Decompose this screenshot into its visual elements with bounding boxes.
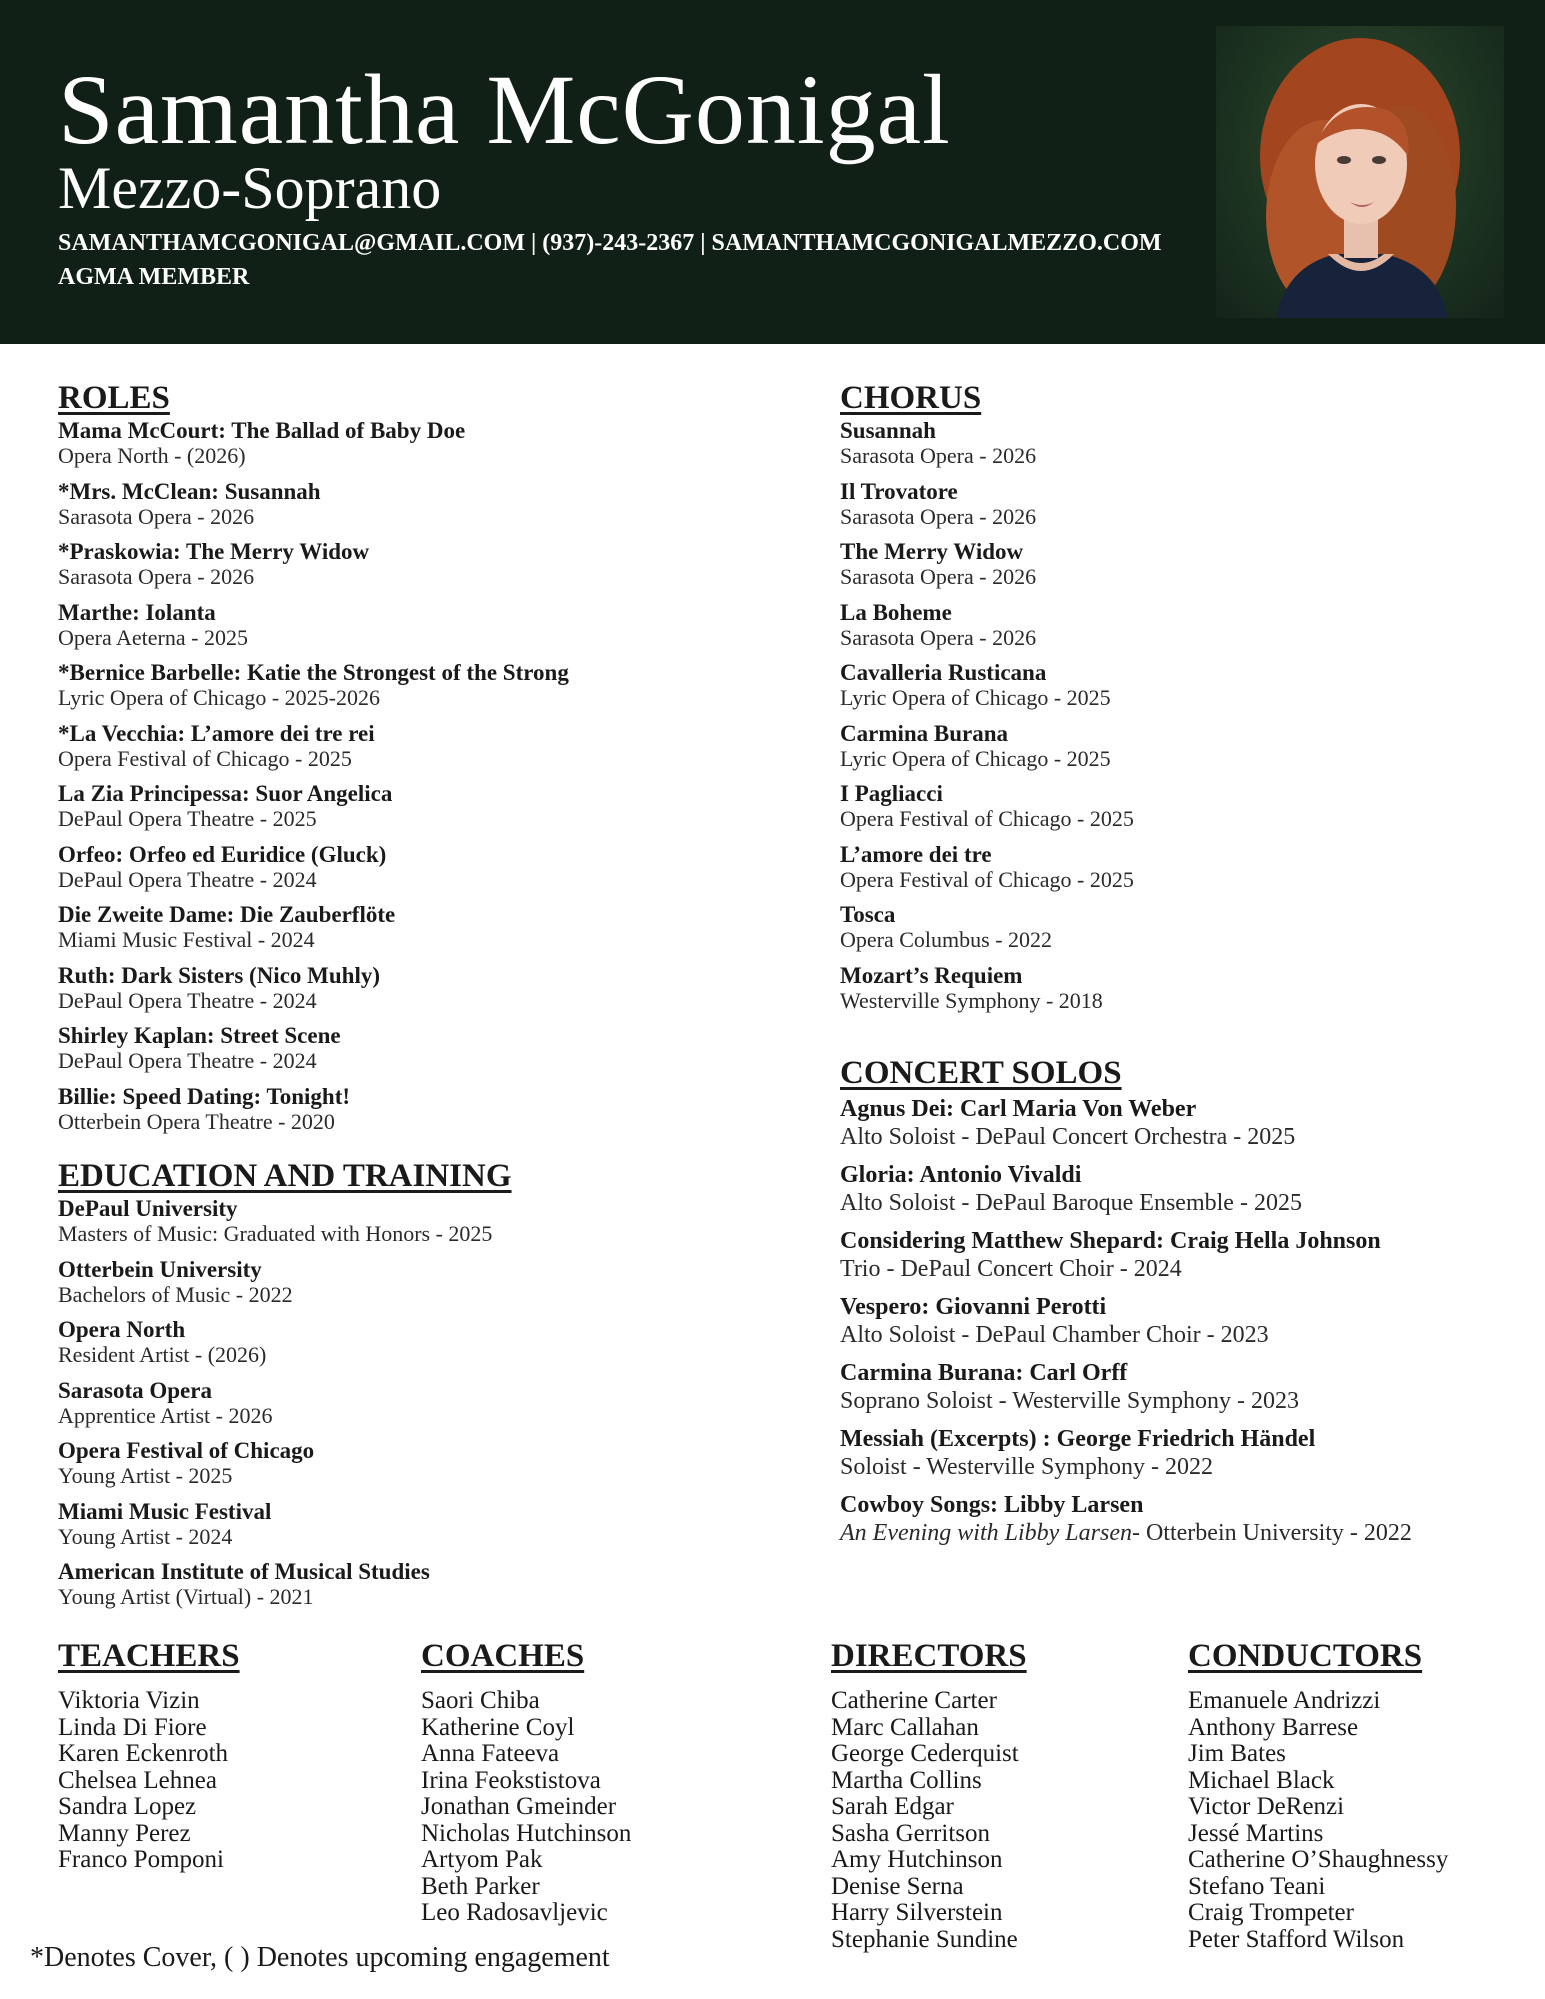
production-detail: Lyric Opera of Chicago - 2025 [840,745,1111,771]
teacher-name: Karen Eckenroth [58,1740,229,1767]
director-name: Catherine Carter [831,1687,997,1714]
list-item [58,1317,788,1378]
list-item [840,1161,1530,1227]
role-detail: DePaul Opera Theatre - 2024 [58,987,317,1013]
list-item [840,660,1520,721]
director-name: Denise Serna [831,1872,964,1900]
role-title: Orfeo: Orfeo ed Euridice (Gluck) [58,841,387,867]
headshot-photo [1216,26,1504,318]
list-item [58,660,788,721]
list-item [58,600,788,661]
production-detail: Opera Festival of Chicago - 2025 [840,806,1134,831]
production-detail: Westerville Symphony - 2018 [840,987,1103,1013]
director-name: Amy Hutchinson [831,1846,1003,1873]
conductor-name: Victor DeRenzi [1188,1793,1345,1820]
coach-name: Nicholas Hutchinson [421,1819,632,1847]
list-item [840,902,1520,963]
list-item [840,1227,1530,1293]
conductor-name: Peter Stafford Wilson [1188,1925,1405,1953]
production-title: I Pagliacci [840,781,943,806]
role-detail: Miami Music Festival - 2024 [58,927,315,952]
institution-detail: Apprentice Artist - 2026 [58,1402,273,1428]
conductor-name: Craig Trompeter [1188,1899,1354,1926]
institution-detail: Young Artist (Virtual) - 2021 [58,1584,314,1609]
teacher-name: Franco Pomponi [58,1846,224,1873]
conductors-heading: CONDUCTORS [1188,1638,1423,1674]
list-item [58,1196,788,1257]
institution-name: Opera Festival of Chicago [58,1438,315,1463]
coach-name: Saori Chiba [421,1687,540,1714]
institution-name: DePaul University [58,1196,238,1221]
teachers-section [58,1636,398,1874]
list-item [840,418,1520,479]
role-detail: DePaul Opera Theatre - 2024 [58,1048,317,1073]
role-detail: Opera North - (2026) [58,443,246,468]
institution-name: American Institute of Musical Studies [58,1559,430,1584]
role-detail: DePaul Opera Theatre - 2025 [58,806,317,831]
institution-detail: Young Artist - 2024 [58,1523,233,1549]
production-detail: Sarasota Opera - 2026 [840,443,1037,468]
role-detail: Opera Aeterna - 2025 [58,624,248,650]
conductor-name: Anthony Barrese [1188,1713,1359,1741]
institution-name: Opera North [58,1317,186,1342]
coaches-heading: COACHES [421,1638,585,1674]
role-title: *Bernice Barbelle: Katie the Strongest of the Strong [58,660,569,685]
role-title: Die Zweite Dame: Die Zauberflöte [58,902,396,927]
production-detail: Sarasota Opera - 2026 [840,624,1037,650]
production-title: La Boheme [840,599,952,625]
director-name: Sasha Gerritson [831,1819,990,1847]
footnote: *Denotes Cover, ( ) Denotes upcoming engagement [30,1942,610,1973]
list-item [58,963,788,1024]
list-item [840,539,1520,600]
institution-detail: Young Artist - 2025 [58,1463,233,1488]
production-title: The Merry Widow [840,539,1024,564]
voice-type: Mezzo-Soprano [58,155,442,221]
list-item [58,781,788,842]
list-item [840,842,1520,903]
institution-detail: Bachelors of Music - 2022 [58,1281,293,1307]
work-title: Vespero: Giovanni Perotti [840,1294,1107,1320]
conductors-section [1188,1636,1528,1953]
role-title: *La Vecchia: L’amore dei tre rei [58,720,375,746]
coach-name: Katherine Coyl [421,1713,575,1741]
production-detail: Opera Columbus - 2022 [840,927,1053,952]
work-detail: Soprano Soloist - Westerville Symphony - 2023 [840,1388,1299,1414]
contact-block [58,226,1162,294]
conductor-name: Stefano Teani [1188,1872,1326,1900]
director-name: Martha Collins [831,1766,982,1794]
work-title: Gloria: Antonio Vivaldi [840,1162,1082,1188]
work-detail: Trio - DePaul Concert Choir - 2024 [840,1256,1182,1282]
list-item [58,539,788,600]
work-detail: Alto Soloist - DePaul Concert Orchestra - 2025 [840,1124,1296,1150]
teacher-name: Sandra Lopez [58,1793,197,1820]
production-detail: Sarasota Opera - 2026 [840,503,1037,529]
work-detail [840,1519,1530,1547]
production-title: Carmina Burana [840,720,1009,746]
coach-name: Beth Parker [421,1872,540,1900]
role-title: Billie: Speed Dating: Tonight! [58,1083,351,1109]
role-title: La Zia Principessa: Suor Angelica [58,781,393,806]
production-title: Mozart’s Requiem [840,962,1023,988]
production-title: Il Trovatore [840,478,958,504]
work-title: Considering Matthew Shepard: Craig Hella Johnson [840,1228,1381,1254]
production-detail: Opera Festival of Chicago - 2025 [840,866,1134,892]
role-title: Ruth: Dark Sisters (Nico Muhly) [58,962,380,988]
work-title: Agnus Dei: Carl Maria Von Weber [840,1096,1197,1122]
role-title: *Praskowia: The Merry Widow [58,539,370,564]
conductor-name: Jim Bates [1188,1740,1286,1767]
event-title: An Evening with Libby Larsen [840,1520,1132,1546]
list-item [58,902,788,963]
conductor-name: Michael Black [1188,1766,1335,1794]
list-item [58,1023,788,1084]
work-detail: Alto Soloist - DePaul Chamber Choir - 2023 [840,1322,1269,1348]
coach-name: Leo Radosavljevic [421,1899,608,1926]
coach-name: Jonathan Gmeinder [421,1793,617,1820]
education-section [58,1156,788,1620]
teacher-name: Linda Di Fiore [58,1713,207,1741]
list-item [58,842,788,903]
roles-section [58,378,788,1144]
teacher-name: Viktoria Vizin [58,1687,200,1714]
directors-section [831,1636,1171,1953]
list-item [840,1425,1530,1491]
contact-line[interactable]: SAMANTHAMCGONIGAL@GMAIL.COM | (937)-243-2367 | SAMANTHAMCGONIGALMEZZO.COM [58,230,1162,256]
list-item [58,479,788,540]
director-name: Sarah Edgar [831,1793,954,1820]
role-title: *Mrs. McClean: Susannah [58,478,321,504]
list-item [840,1491,1530,1557]
directors-heading: DIRECTORS [831,1638,1027,1674]
list-item [58,418,788,479]
conductor-name: Emanuele Andrizzi [1188,1687,1381,1714]
institution-name: Sarasota Opera [58,1377,212,1403]
list-item [58,1378,788,1439]
list-item [840,721,1520,782]
teacher-name: Chelsea Lehnea [58,1766,217,1794]
production-title: Tosca [840,902,896,927]
work-title: Carmina Burana: Carl Orff [840,1360,1128,1386]
performer-name: Samantha McGonigal [58,54,951,165]
director-name: Marc Callahan [831,1713,979,1741]
list-item [58,1257,788,1318]
role-title: Mama McCourt: The Ballad of Baby Doe [58,418,466,443]
teacher-name: Manny Perez [58,1819,191,1847]
chorus-section [840,378,1520,1023]
institution-detail: Masters of Music: Graduated with Honors - 2025 [58,1221,493,1246]
conductor-name: Jessé Martins [1188,1819,1324,1847]
list-item [840,1293,1530,1359]
coaches-section [421,1636,801,1927]
education-heading: EDUCATION AND TRAINING [58,1158,512,1194]
director-name: Harry Silverstein [831,1899,1003,1926]
role-detail: Lyric Opera of Chicago - 2025-2026 [58,685,380,710]
list-item [58,1499,788,1560]
conductor-name: Catherine O’Shaughnessy [1188,1846,1449,1873]
list-item [840,963,1520,1024]
concert-solos-section [840,1053,1530,1557]
role-detail: Sarasota Opera - 2026 [58,503,255,529]
list-item [840,781,1520,842]
list-item [840,1359,1530,1425]
teachers-heading: TEACHERS [58,1638,240,1674]
list-item [58,1559,788,1620]
institution-name: Miami Music Festival [58,1498,272,1524]
list-item [840,1095,1530,1161]
production-title: Cavalleria Rusticana [840,660,1047,685]
roles-heading: ROLES [58,380,170,416]
director-name: George Cederquist [831,1740,1019,1767]
production-detail: Sarasota Opera - 2026 [840,564,1037,589]
work-detail: Alto Soloist - DePaul Baroque Ensemble - 2025 [840,1190,1302,1216]
list-item [58,721,788,782]
coach-name: Anna Fateeva [421,1740,560,1767]
event-detail: - Otterbein University - 2022 [1131,1520,1412,1546]
institution-name: Otterbein University [58,1256,262,1282]
role-title: Shirley Kaplan: Street Scene [58,1023,341,1048]
membership: AGMA MEMBER [58,264,250,290]
role-title: Marthe: Iolanta [58,599,216,625]
work-detail: Soloist - Westerville Symphony - 2022 [840,1454,1213,1480]
role-detail: Otterbein Opera Theatre - 2020 [58,1108,335,1134]
chorus-heading: CHORUS [840,380,982,416]
role-detail: Opera Festival of Chicago - 2025 [58,745,352,771]
list-item [58,1438,788,1499]
director-name: Stephanie Sundine [831,1925,1018,1953]
role-detail: Sarasota Opera - 2026 [58,564,255,589]
list-item [840,479,1520,540]
production-title: L’amore dei tre [840,841,992,867]
list-item [58,1084,788,1145]
role-detail: DePaul Opera Theatre - 2024 [58,866,317,892]
header-banner [0,0,1545,344]
concert-solos-heading: CONCERT SOLOS [840,1055,1122,1091]
coach-name: Irina Feokstistova [421,1766,601,1794]
institution-detail: Resident Artist - (2026) [58,1342,267,1367]
coach-name: Artyom Pak [421,1846,543,1873]
work-title: Cowboy Songs: Libby Larsen [840,1492,1144,1518]
work-title: Messiah (Excerpts) : George Friedrich Händel [840,1426,1316,1452]
headshot-illustration [1216,26,1504,318]
list-item [840,600,1520,661]
production-detail: Lyric Opera of Chicago - 2025 [840,685,1111,710]
production-title: Susannah [840,418,936,443]
